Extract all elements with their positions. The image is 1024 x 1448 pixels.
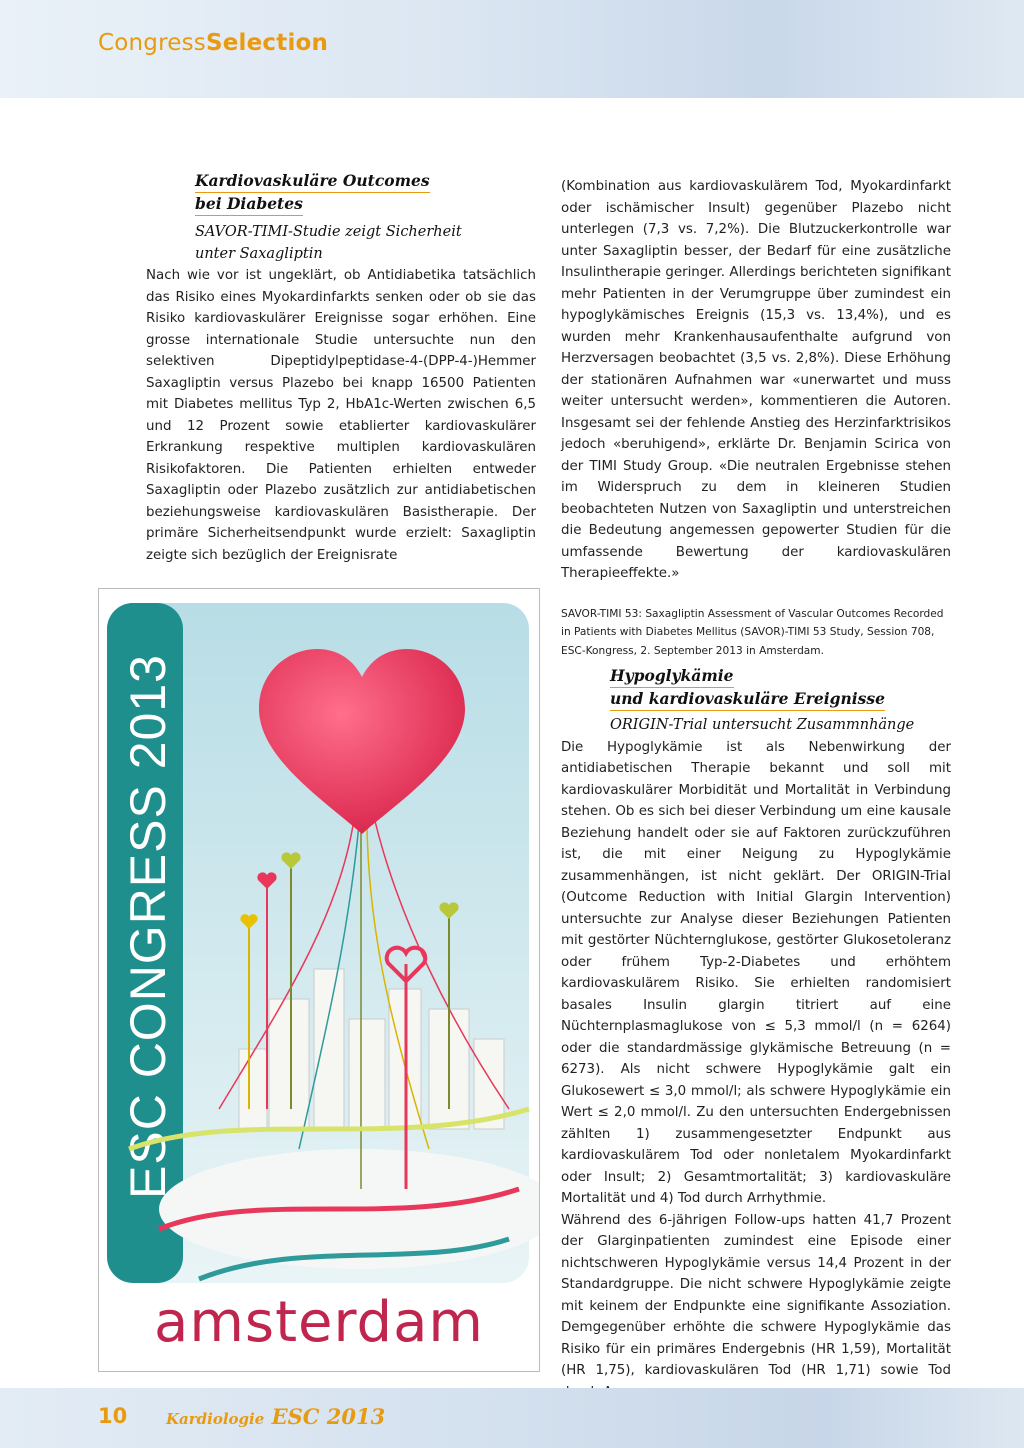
journal-name-big: ESC 2013 (271, 1404, 386, 1429)
article2-paragraph-1: Die Hypoglykämie ist als Nebenwirkung der antidiabetischen Therapie bekannt und soll mit kardiovaskulärer Morbidität und Mortalität in Verbindung stehen. Ob es sich bei dieser Verbindung um eine kausale Beziehung handelt oder sie auf Faktoren zurückzuführen ist, die mit einer Neigung zu Hypoglykämie zusammenhängen, ist nicht geklärt. Der ORIGIN-Trial (Outcome Reduction with Initial Glargin Intervention) untersuchte zur Analyse dieser Beziehungen Patienten mit gestörter Nüchternglukose, gestörter Glukosetoleranz oder frühem Typ-2-Diabetes und erhöhtem kardiovaskulärem Risiko. Sie erhielten randomisiert basales Insulin glargin titriert auf eine Nüchternplasmaglukose von ≤ 5,3 mmol/l (n = 6264) oder die standardmässige glykämische Betreuung (n = 6273). Als nicht schwere Hypoglykämie galt ein Glukosewert ≤ 3,0 mmol/l; als schwere Hypoglykämie ein Wert ≤ 2,0 mmol/l. Zu den untersuchten Endergebnissen zählten 1) zusammengesetzter Endpunkt aus kardiovaskulärem Tod oder nonletalem Myokardinfarkt oder Insult; 2) Gesamtmortalität; 3) kardiovaskuläre Mortalität und 4) Tod durch Arrhythmie. (561, 739, 951, 1206)
article2-column (561, 665, 951, 1403)
section-brand: CongressSelection (98, 30, 329, 56)
journal-name-small: Kardiologie (166, 1410, 265, 1428)
subheading-line: ORIGIN-Trial untersucht Zusammnhänge (610, 717, 915, 733)
subheading-line: SAVOR-TIMI-Studie zeigt Sicherheit (195, 224, 462, 240)
heading-line: Kardiovaskuläre Outcomes (195, 170, 430, 193)
footer-band (0, 1388, 1024, 1448)
poster-artwork (99, 589, 539, 1371)
article2-paragraph-2: Während des 6-jährigen Follow-ups hatten 41,7 Prozent der Glarginpatienten zumindest eine Episode einer nichtschweren Hypoglykämie versus 14,4 Prozent in der Standardgruppe. Die nicht schwere Hypoglykämie zeigte mit keinem der Endpunkte eine signifikante Assoziation. Demgegenüber erhöhte die schwere Hypoglykämie das Risiko für ein primäres Endergebnis (HR 1,59), Mortalität (HR 1,75), kardiovaskulären Tod (HR 1,71) sowie Tod (561, 1212, 951, 1378)
esc-congress-poster (98, 588, 540, 1372)
article2-heading (561, 665, 951, 711)
heading-line: Hypoglykämie (610, 665, 734, 688)
poster-vertical-title: ESC CONGRESS 2013 (120, 654, 176, 1199)
article1-caption: SAVOR-TIMI 53: Saxagliptin Assessment of Vascular Outcomes Recorded in Patients with Diabetes Mellitus (SAVOR)-TIMI 53 Study, Session 708, ESC-Kongress, 2. September 2013 in Amsterdam. (561, 607, 944, 657)
poster-city-name: amsterdam (154, 1290, 484, 1355)
article2-subheading (561, 715, 951, 737)
subheading-line: unter Saxagliptin (195, 245, 323, 262)
article1-subheading (146, 222, 536, 265)
article1-body-left: Nach wie vor ist ungeklärt, ob Antidiabetika tatsächlich das Risiko eines Myokardinfarkts senken oder ob sie das Risiko kardiovaskulärer Ereignisse sogar erhöhen. Eine grosse internationale Studie untersuchte nun den selektiven Dipeptidylpeptidase-4-(DPP-4-)Hemmer Saxagliptin versus Plazebo bei knapp 16500 Patienten mit Diabetes mellitus Typ 2, HbA1c-Werten zwischen 6,5 und 12 Prozent sowie etablierter kardiovaskulärer Erkrankung respektive multiplen kardiovaskulären Risikofaktoren. Die Patienten erhielten entweder Saxagliptin oder Plazebo zusätzlich zur antidiabetischen beziehungsweise kardiovaskulären Basistherapie. Der primäre Sicherheitsendpunkt wurde erzielt: Saxagliptin zeigte sich bezüglich der Ereignisrate (146, 268, 536, 563)
heading-line: und kardiovaskuläre Ereignisse (610, 688, 885, 711)
page-number: 10 (98, 1404, 128, 1428)
article1-left-column (146, 170, 536, 566)
article1-body-right: (Kombination aus kardiovaskulärem Tod, Myokardinfarkt oder ischämischer Insult) gegenüber Plazebo nicht unterlegen (7,3 vs. 7,2%). Die Blutzuckerkontrolle war unter Saxagliptin besser, der Bedarf für eine zusätzliche Insulintherapie geringer. Allerdings berichteten signifikant mehr Patienten in der Verumgruppe über zumindest ein hypoglykämisches Ereignis (15,3 vs. 13,4%), und es wurden mehr Krankenhausaufenthalte aufgrund von Herzversagen beobachtet (3,5 vs. 2,8%). Diese Erhöhung der stationären Aufnahmen war «unerwartet und muss weiter untersucht werden», kommentieren die Autoren. Insgesamt sei der fehlende Anstieg des Herzinfarktrisikos jedoch «beruhigend», erklärte Dr. Benjamin Scirica von der TIMI Study Group. «Die neutralen Ergebnisse stehen im Widerspruch zu dem in kleineren Studien beobachteten Nutzen von Saxagliptin und unterstreichen die Bedeutung angemessen gepowerter Studien für die umfassende Bewertung der kardiovaskulären Therapieeffekte.» (561, 179, 951, 581)
journal-name (166, 1404, 385, 1429)
heading-line: bei Diabetes (195, 193, 303, 216)
article1-heading (146, 170, 536, 216)
article1-right-column (561, 176, 951, 660)
